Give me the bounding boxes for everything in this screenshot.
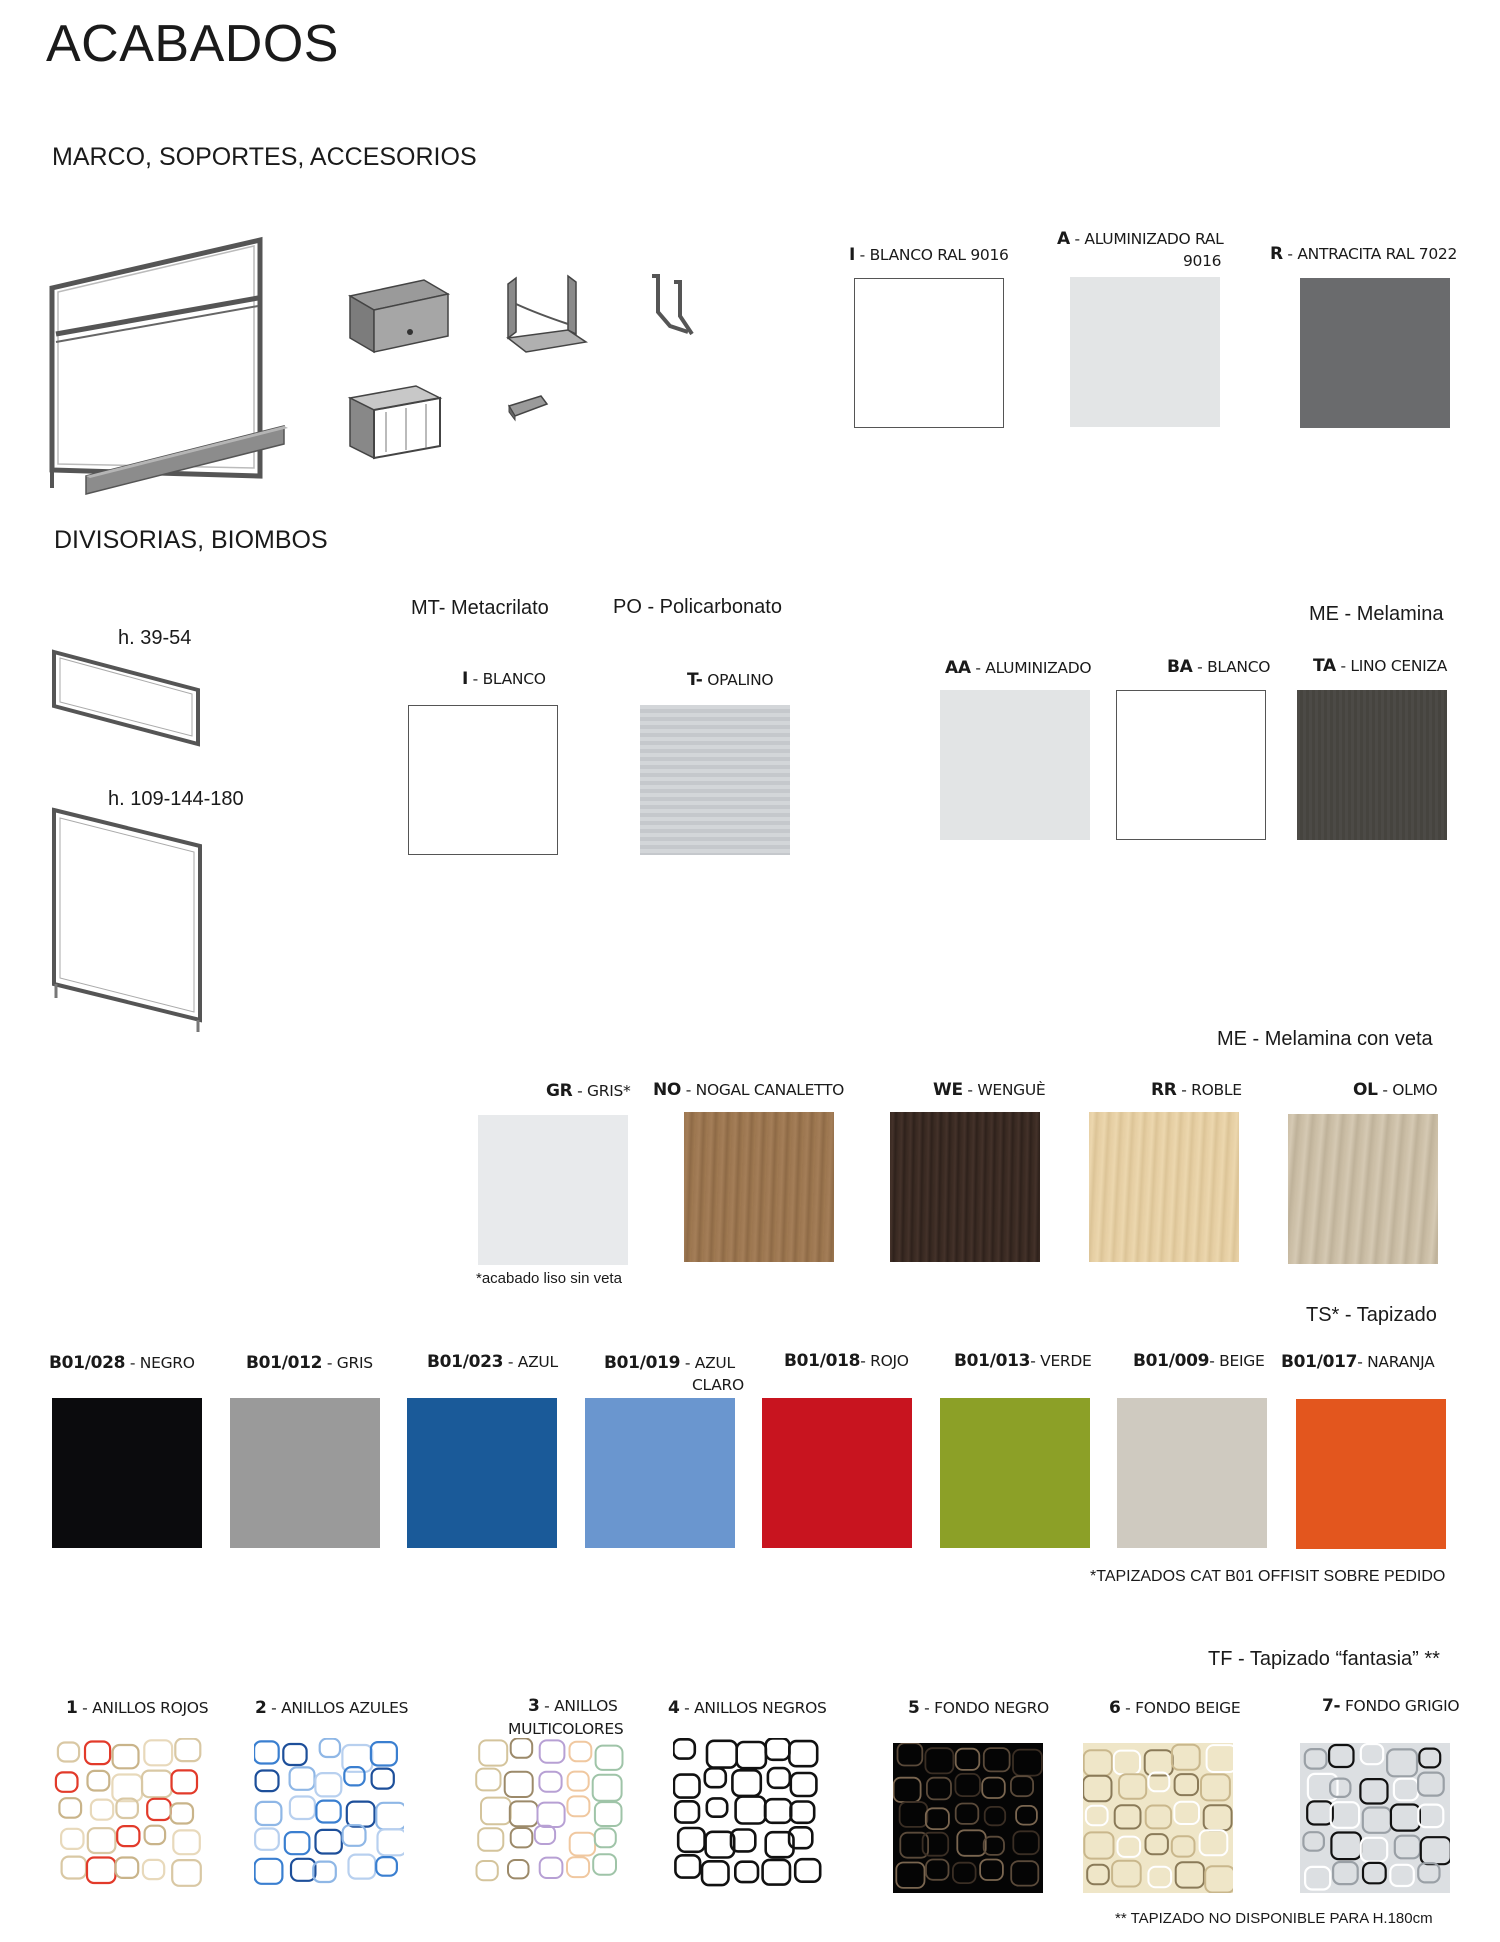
swatch-label-gr: GR - GRIS* (546, 1081, 631, 1101)
swatch-label-mt-blanco: I - BLANCO (462, 669, 546, 689)
heading-fantasia: TF - Tapizado “fantasia” ** (1208, 1648, 1440, 1670)
swatch-label-ta: TA - LINO CENIZA (1313, 656, 1448, 676)
swatch-label-po-opalino: T- OPALINO (687, 670, 774, 690)
swatch-fantasia-anillos-rojos[interactable] (54, 1738, 204, 1888)
short-screen-illustration (50, 648, 206, 748)
swatch-label-b01-019-line2: CLARO (692, 1376, 744, 1394)
page-title: ACABADOS (46, 15, 339, 73)
swatch-label-aa: AA - ALUMINIZADO (945, 658, 1092, 678)
swatch-po-opalino[interactable] (640, 705, 790, 855)
swatch-label-antracita: R - ANTRACITA RAL 7022 (1270, 244, 1458, 264)
swatch-label-no: NO - NOGAL CANALETTO (653, 1080, 845, 1100)
swatch-label-b01-019: B01/019 - AZUL (604, 1353, 735, 1373)
frame-illustration (48, 236, 298, 498)
note-tapizados: *TAPIZADOS CAT B01 OFFISIT SOBRE PEDIDO (1090, 1568, 1446, 1585)
swatch-label-f2: 2 - ANILLOS AZULES (255, 1698, 409, 1718)
heading-melamina: ME - Melamina (1309, 603, 1444, 625)
cage-box-illustration (346, 382, 446, 464)
swatch-label-aluminizado-ral: A - ALUMINIZADO RAL (1057, 229, 1224, 249)
swatch-me-aluminizado[interactable] (940, 690, 1090, 840)
swatch-label-aluminizado-ral-line2: 9016 (1183, 252, 1222, 270)
cable-box-illustration (344, 276, 454, 358)
swatch-fantasia-anillos-multicolores[interactable] (475, 1738, 625, 1888)
height-label-tall: h. 109-144-180 (108, 788, 244, 810)
swatch-b01-017-naranja[interactable] (1296, 1399, 1446, 1549)
support-bracket-illustration (498, 274, 594, 362)
swatch-fantasia-anillos-negros[interactable] (673, 1738, 823, 1888)
swatch-label-f3: 3 - ANILLOS (528, 1696, 618, 1716)
swatch-b01-009-beige[interactable] (1117, 1398, 1267, 1548)
swatch-label-f7: 7- FONDO GRIGIO (1322, 1696, 1460, 1716)
hook-illustration (644, 272, 708, 344)
swatch-label-blanco-ral: I - BLANCO RAL 9016 (849, 245, 1009, 265)
swatch-fantasia-anillos-azules[interactable] (254, 1738, 404, 1888)
swatch-veta-olmo[interactable] (1288, 1114, 1438, 1264)
swatch-b01-013-verde[interactable] (940, 1398, 1090, 1548)
swatch-label-b01-028: B01/028 - NEGRO (49, 1353, 195, 1373)
note-liso: *acabado liso sin veta (476, 1270, 622, 1287)
heading-policarbonato: PO - Policarbonato (613, 596, 782, 618)
swatch-label-f4: 4 - ANILLOS NEGROS (668, 1698, 827, 1718)
swatch-fantasia-fondo-grigio[interactable] (1300, 1743, 1450, 1893)
heading-tapizado: TS* - Tapizado (1306, 1304, 1437, 1326)
swatch-label-f1: 1 - ANILLOS ROJOS (66, 1698, 209, 1718)
swatch-b01-018-rojo[interactable] (762, 1398, 912, 1548)
swatch-label-f6: 6 - FONDO BEIGE (1109, 1698, 1241, 1718)
swatch-label-b01-009: B01/009- BEIGE (1133, 1351, 1265, 1371)
swatch-label-f5: 5 - FONDO NEGRO (908, 1698, 1049, 1718)
swatch-label-b01-012: B01/012 - GRIS (246, 1353, 373, 1373)
swatch-label-ba: BA - BLANCO (1167, 657, 1271, 677)
swatch-aluminizado-ral-9016[interactable] (1070, 277, 1220, 427)
swatch-b01-028-negro[interactable] (52, 1398, 202, 1548)
swatch-veta-wengue[interactable] (890, 1112, 1040, 1262)
swatch-veta-roble[interactable] (1089, 1112, 1239, 1262)
swatch-mt-blanco[interactable] (408, 705, 558, 855)
swatch-label-rr: RR - ROBLE (1151, 1080, 1242, 1100)
swatch-label-b01-023: B01/023 - AZUL (427, 1352, 558, 1372)
section-title-marco: MARCO, SOPORTES, ACCESORIOS (52, 143, 477, 171)
swatch-antracita-ral-7022[interactable] (1300, 278, 1450, 428)
swatch-me-lino-ceniza[interactable] (1297, 690, 1447, 840)
swatch-b01-019-azul-claro[interactable] (585, 1398, 735, 1548)
swatch-label-b01-013: B01/013- VERDE (954, 1351, 1092, 1371)
section-title-divisorias: DIVISORIAS, BIOMBOS (54, 526, 328, 554)
note-fantasia: ** TAPIZADO NO DISPONIBLE PARA H.180cm (1115, 1910, 1433, 1927)
swatch-label-we: WE - WENGUÈ (933, 1080, 1046, 1100)
swatch-me-blanco[interactable] (1116, 690, 1266, 840)
swatch-label-ol: OL - OLMO (1353, 1080, 1438, 1100)
swatch-blanco-ral-9016[interactable] (854, 278, 1004, 428)
swatch-fantasia-fondo-negro[interactable] (893, 1743, 1043, 1893)
height-label-short: h. 39-54 (118, 627, 192, 649)
swatch-label-b01-018: B01/018- ROJO (784, 1351, 909, 1371)
heading-metacrilato: MT- Metacrilato (411, 597, 549, 619)
swatch-veta-nogal-canaletto[interactable] (684, 1112, 834, 1262)
clip-illustration (505, 392, 551, 422)
swatch-label-f3-line2: MULTICOLORES (508, 1720, 624, 1738)
tall-screen-illustration (50, 806, 206, 1036)
swatch-veta-gris[interactable] (478, 1115, 628, 1265)
swatch-b01-023-azul[interactable] (407, 1398, 557, 1548)
swatch-b01-012-gris[interactable] (230, 1398, 380, 1548)
swatch-label-b01-017: B01/017- NARANJA (1281, 1352, 1435, 1372)
heading-melamina-veta: ME - Melamina con veta (1217, 1028, 1433, 1050)
swatch-fantasia-fondo-beige[interactable] (1083, 1743, 1233, 1893)
